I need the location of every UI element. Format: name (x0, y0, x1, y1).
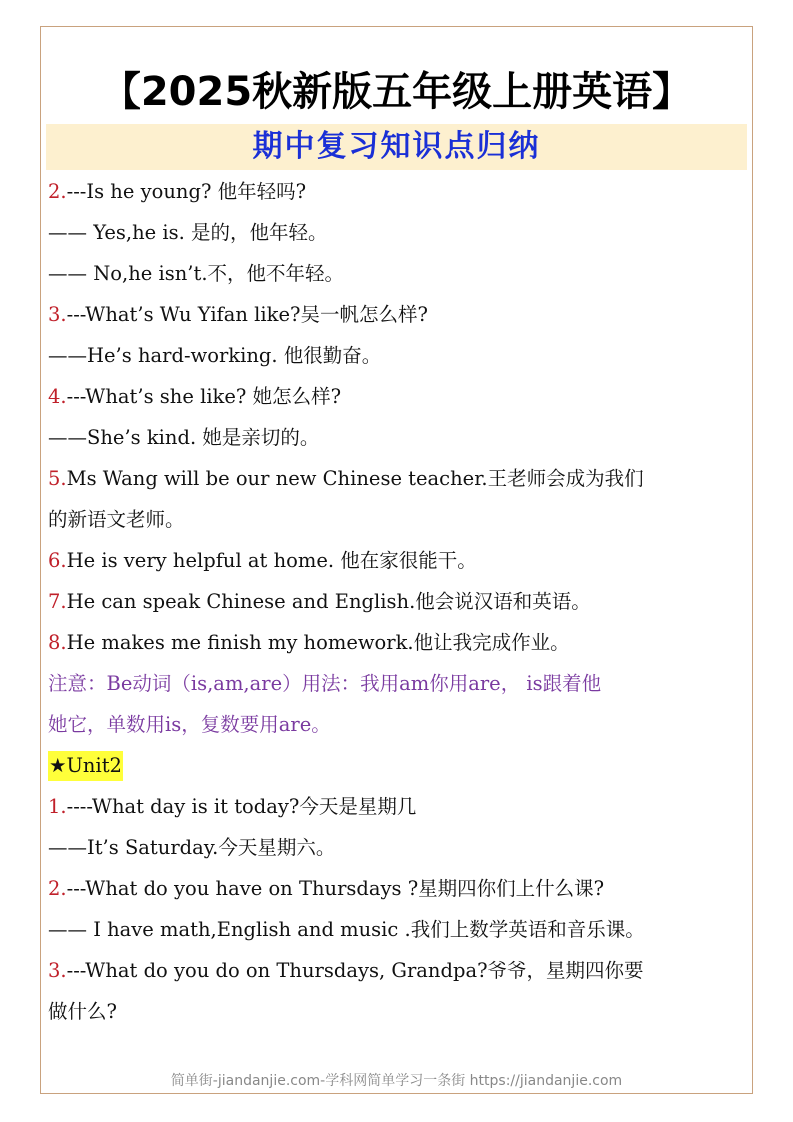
item-number: 6. (48, 549, 67, 572)
item-text: —— No,he isn’t.不，他不年轻。 (48, 262, 345, 285)
item-text: ---Is he young? 他年轻吗? (66, 180, 307, 203)
item-text: He can speak Chinese and English.他会说汉语和英语。 (66, 590, 591, 613)
text-line (48, 786, 752, 827)
item-text: 做什么? (48, 1000, 117, 1023)
item-text: ——It’s Saturday.今天星期六。 (48, 836, 336, 859)
item-text: —— Yes,he is. 是的，他年轻。 (48, 221, 328, 244)
item-text: —— I have math,English and music .我们上数学英语和音乐课。 (48, 918, 645, 941)
content-body (48, 171, 752, 1032)
text-line (48, 499, 752, 540)
item-text: ---What do you have on Thursdays ?星期四你们上什么课? (66, 877, 605, 900)
item-text: ----What day is it today?今天是星期几 (66, 795, 417, 818)
text-line (48, 171, 752, 212)
text-line (48, 581, 752, 622)
text-line (48, 991, 752, 1032)
page-title: 【2025秋新版五年级上册英语】 (100, 69, 693, 115)
text-line (48, 335, 752, 376)
page-subtitle: 期中复习知识点归纳 (46, 124, 747, 170)
item-text: He makes me finish my homework.他让我完成作业。 (66, 631, 570, 654)
unit-heading (48, 745, 752, 786)
text-line (48, 622, 752, 663)
item-number: 5. (48, 467, 67, 490)
item-number: 3. (48, 959, 67, 982)
item-text: ——He’s hard-working. 他很勤奋。 (48, 344, 382, 367)
item-text: ---What’s Wu Yifan like?吴一帆怎么样? (66, 303, 428, 326)
text-line (48, 376, 752, 417)
text-line (48, 417, 752, 458)
text-line (48, 827, 752, 868)
text-line (48, 868, 752, 909)
item-number: 1. (48, 795, 67, 818)
item-number: 8. (48, 631, 67, 654)
footer-watermark: 简单街-jiandanjie.com-学科网简单学习一条街 https://jiandanjie.com (170, 1073, 623, 1089)
item-number: 4. (48, 385, 67, 408)
text-line (48, 458, 752, 499)
text-line (48, 950, 752, 991)
item-text: Ms Wang will be our new Chinese teacher.王老师会成为我们 (66, 467, 644, 490)
item-text: ——She’s kind. 她是亲切的。 (48, 426, 320, 449)
unit2-label: ★Unit2 (48, 751, 123, 781)
item-number: 7. (48, 590, 67, 613)
item-number: 3. (48, 303, 67, 326)
text-line (48, 909, 752, 950)
text-line (48, 212, 752, 253)
text-line (48, 294, 752, 335)
item-number: 2. (48, 877, 67, 900)
item-text: ---What’s she like? 她怎么样? (66, 385, 342, 408)
item-text: He is very helpful at home. 他在家很能干。 (66, 549, 477, 572)
item-text: ---What do you do on Thursdays, Grandpa?爷爷，星期四你要 (66, 959, 644, 982)
item-number: 2. (48, 180, 67, 203)
grammar-note-line-2: 她它，单数用is，复数要用are。 (48, 713, 331, 736)
grammar-note-line-1: 注意：Be动词（is,am,are）用法：我用am你用are， is跟着他 (48, 672, 602, 695)
item-text: 的新语文老师。 (48, 508, 185, 531)
text-line (48, 253, 752, 294)
text-line (48, 540, 752, 581)
